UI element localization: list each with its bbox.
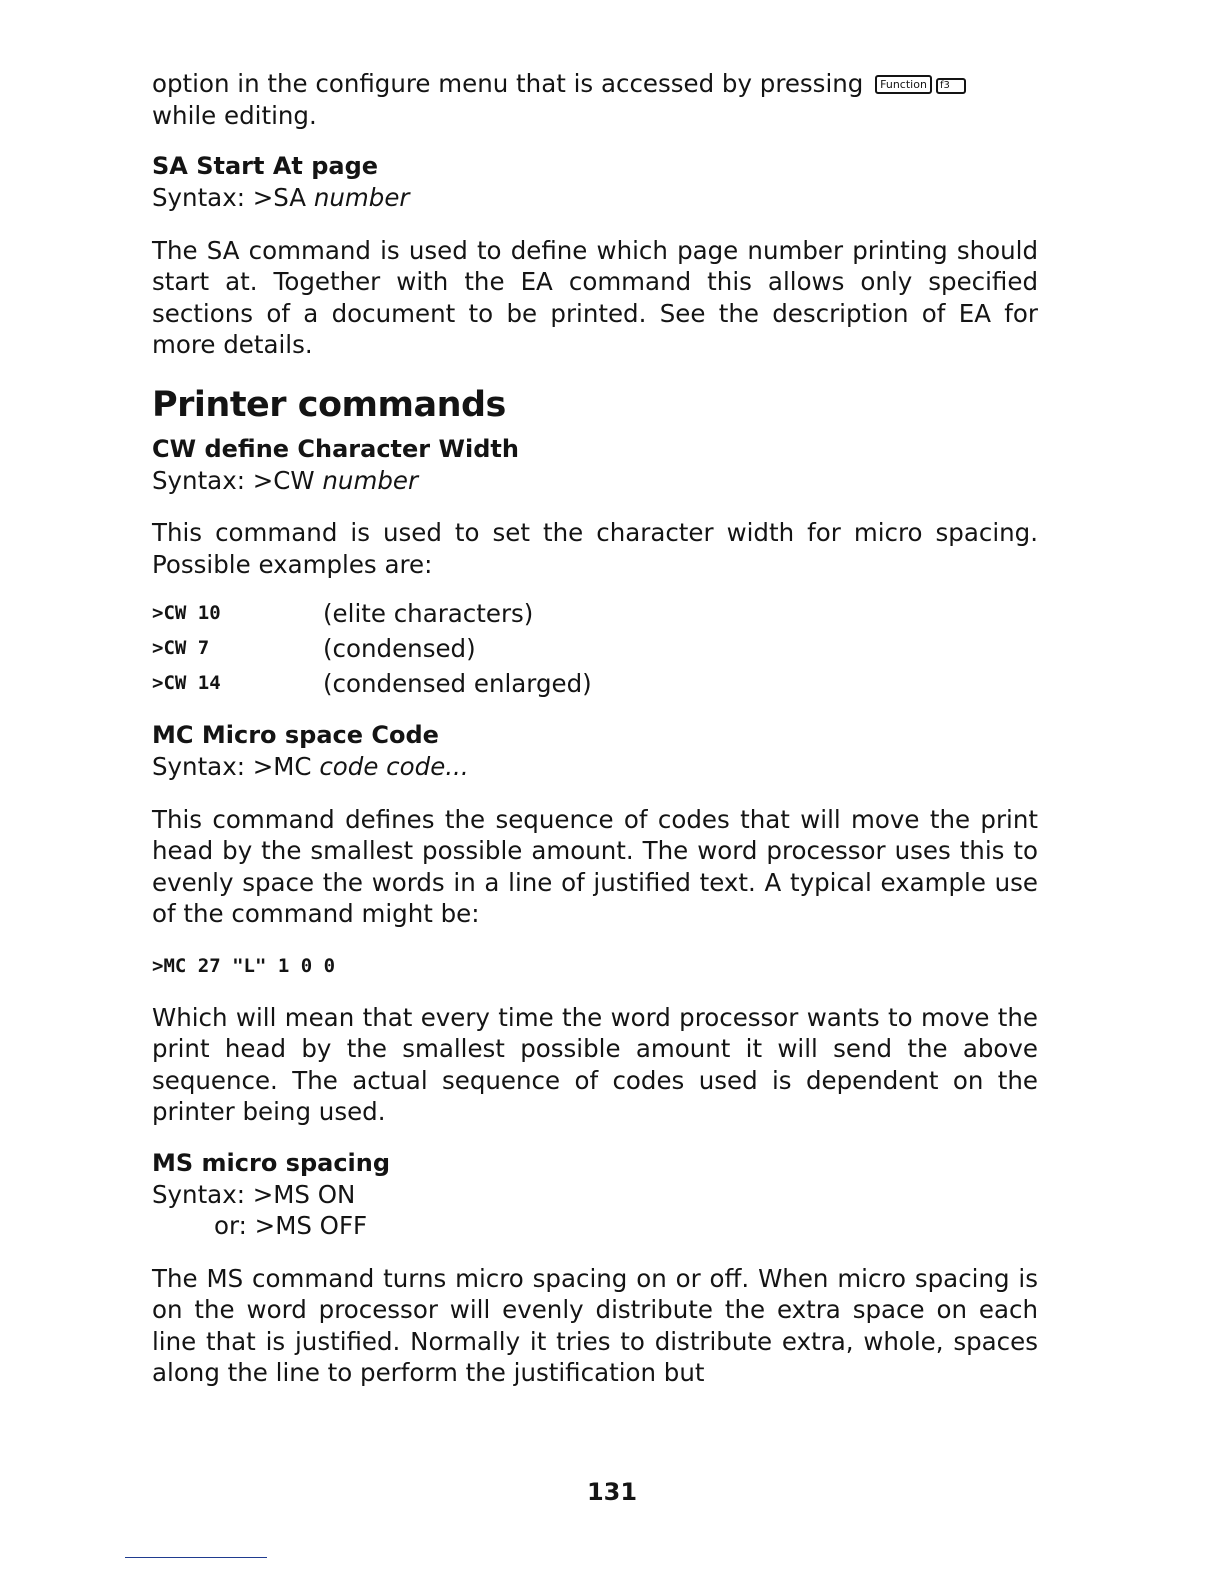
- sa-syntax: [152, 182, 1038, 214]
- sa-syntax-prefix: Syntax: >SA: [152, 183, 307, 212]
- f3-key-icon: f3: [936, 78, 966, 94]
- mc-heading: MC Micro space Code: [152, 721, 439, 749]
- sa-syntax-arg: number: [313, 183, 410, 212]
- cw-description: This command is used to set the character width for micro spacing. Possible examples are:: [152, 518, 1038, 579]
- cw-heading: CW define Character Width: [152, 434, 519, 463]
- cw-example-row: [152, 596, 1038, 631]
- sa-description: The SA command is used to define which page number printing should start at. Together with the EA command this allows only specified sections of a document to be printed. See the description of EA for more details.: [152, 235, 1038, 359]
- ms-syntax-off: or: >MS OFF: [214, 1211, 368, 1240]
- chapter-title: Printer commands: [152, 384, 506, 425]
- mc-example-code: >MC 27 "L" 1 0 0: [152, 954, 336, 977]
- cw-example-note: (elite characters): [323, 599, 534, 628]
- cw-example-note: (condensed enlarged): [323, 669, 592, 698]
- function-key-icon: Function: [875, 75, 932, 94]
- mc-description: This command defines the sequence of codes that will move the print head by the smallest possible amount. The word processor uses this to evenly space the words in a line of justified text. A typical example use of the command might be:: [152, 804, 1038, 928]
- document-page: [152, 68, 1038, 1389]
- intro-paragraph: [152, 68, 1038, 131]
- sa-heading: SA Start At page: [152, 152, 379, 180]
- cw-syntax: [152, 465, 1038, 497]
- cw-example-code: >CW 7: [152, 637, 210, 659]
- mc-explanation: Which will mean that every time the word processor wants to move the print head by the smallest possible amount it will send the above sequence. The actual sequence of codes used is dependent on the printer being used.: [152, 1002, 1038, 1126]
- page-number: 131: [586, 1478, 638, 1506]
- cw-syntax-prefix: Syntax: >CW: [152, 465, 315, 495]
- ms-description: The MS command turns micro spacing on or off. When micro spacing is on the word processor will evenly distribute the extra space on each line that is justified. Normally it tries to distribute extra, whole, spaces along the line to perform the justification but: [152, 1263, 1038, 1387]
- cw-example-row: [152, 631, 1038, 666]
- ms-heading: MS micro spacing: [152, 1148, 391, 1177]
- intro-line-1: option in the configure menu that is accessed by pressing: [152, 69, 864, 98]
- cw-example-code: >CW 14: [152, 672, 221, 694]
- cw-example-code: >CW 10: [152, 602, 221, 624]
- mc-syntax: [152, 751, 1038, 783]
- intro-line-2: while editing.: [152, 100, 317, 130]
- cw-example-note: (condensed): [323, 634, 476, 663]
- ms-syntax-on: Syntax: >MS ON: [152, 1179, 356, 1209]
- mc-syntax-prefix: Syntax: >MC: [152, 752, 312, 781]
- cw-syntax-arg: number: [322, 465, 419, 495]
- footer-rule: [125, 1557, 267, 1558]
- cw-example-row: [152, 666, 1038, 701]
- mc-syntax-arg: code code...: [319, 752, 469, 781]
